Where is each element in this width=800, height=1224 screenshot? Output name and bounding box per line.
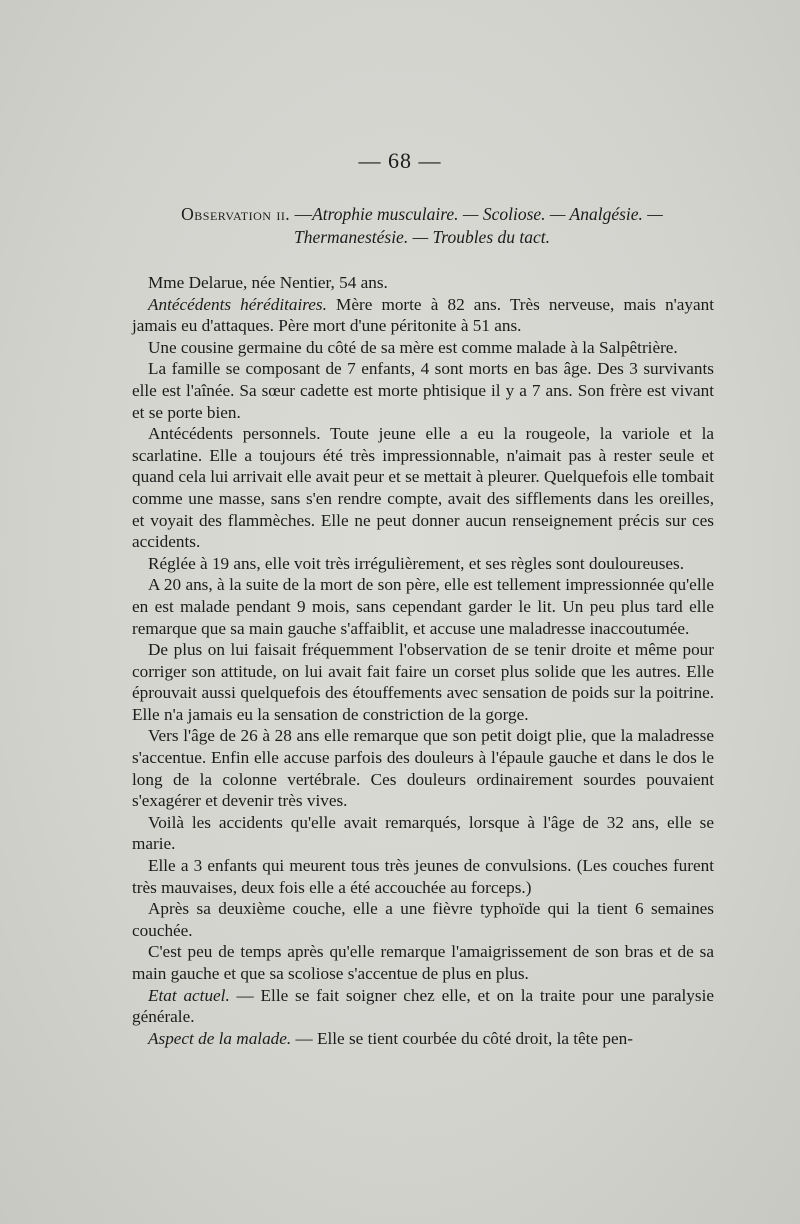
paragraph [132, 898, 714, 941]
body-text [132, 272, 714, 1049]
paragraph-text: Une cousine germaine du côté de sa mère est comme malade à la Salpêtrière. [148, 337, 678, 357]
paragraph-text: C'est peu de temps après qu'elle remarque l'amaigrissement de son bras et de sa main gauche et que sa scoliose s'accentue de plus en plus. [132, 942, 714, 983]
paragraph-text: Antécédents personnels. Toute jeune elle a eu la rougeole, la variole et la scarlatine. Elle a toujours été très impressionnable, n'aimait pas à rester seule et quand cela lui arrivait elle avait peur et se mettait à pleurer. Quelquefois elle tombait comme une masse, sans s'en rendre compte, avait des sifflements dans les oreilles, et voyait des flammèches. Elle ne peut donner aucun renseignement précis sur ces accidents. [132, 424, 714, 552]
paragraph-text: Mère morte à 82 ans. Très nerveuse, mais n'ayant jamais eu d'attaques. Père mort d'une péritonite à 51 ans. [132, 294, 714, 336]
paragraph-text: — Elle se fait soigner chez elle, et on la traite pour une paralysie générale. [132, 985, 714, 1027]
paragraph [132, 985, 714, 1028]
paragraph [132, 941, 714, 984]
observation-label: Observation ii. [181, 204, 291, 224]
paragraph [132, 855, 714, 898]
paragraph-text: — Elle se tient courbée du côté droit, la tête pen- [291, 1028, 633, 1048]
paragraph-text: Elle a 3 enfants qui meurent tous très jeunes de convulsions. (Les couches furent très mauvaises, deux fois elle a été accouchée au forceps.) [132, 856, 714, 897]
paragraph [132, 294, 714, 337]
paragraph [132, 1028, 714, 1050]
paragraph-text: Après sa deuxième couche, elle a une fièvre typhoïde qui la tient 6 semaines couchée. [132, 899, 714, 940]
paragraph [132, 358, 714, 423]
paragraph [132, 639, 714, 725]
paragraph-lead: Etat actuel. [148, 985, 230, 1005]
paragraph-lead: Antécédents héréditaires. [148, 294, 327, 314]
paragraph [132, 812, 714, 855]
paragraph-text: A 20 ans, à la suite de la mort de son père, elle est tellement impressionnée qu'elle en est malade pendant 9 mois, sans cependant garder le lit. Un peu plus tard elle remarque que sa main gauche s'affaiblit, et accuse une maladresse inaccoutumée. [132, 575, 714, 638]
paragraph-text: Réglée à 19 ans, elle voit très irrégulièrement, et ses règles sont douloureuses. [148, 553, 684, 573]
paragraph-text: Vers l'âge de 26 à 28 ans elle remarque que son petit doigt plie, que la maladresse s'accentue. Enfin elle accuse parfois des douleurs à l'épaule gauche et dans le dos le long de la colonne vertébrale. Ces douleurs ordinairement sourdes pouvaient s'exagérer et devenir très vives. [132, 726, 714, 811]
observation-subtitle: Atrophie musculaire. — Scoliose. — Analgésie. — Thermanestésie. — Troubles du tact. [293, 204, 663, 247]
paragraph [132, 423, 714, 553]
observation-dash: — [290, 204, 313, 224]
paragraph-text: Voilà les accidents qu'elle avait remarqués, lorsque à l'âge de 32 ans, elle se marie. [132, 812, 714, 854]
paragraph [132, 337, 714, 359]
paragraph-text: La famille se composant de 7 enfants, 4 sont morts en bas âge. Des 3 survivants elle est l'aînée. Sa sœur cadette est morte phtisique il y a 7 ans. Son frère est vivant et se porte bien. [132, 359, 714, 422]
paragraph [132, 725, 714, 811]
paragraph-text: De plus on lui faisait fréquemment l'observation de se tenir droite et même pour corriger son attitude, on lui avait fait faire un corset plus solide que les autres. Elle éprouvait aussi quelquefois des étouffements avec sensation de poids sur la poitrine. Elle n'a jamais eu la sensation de constriction de la gorge. [132, 640, 714, 724]
paragraph-text: Mme Delarue, née Nentier, 54 ans. [148, 273, 388, 292]
paragraph [132, 574, 714, 639]
paragraph [132, 272, 714, 294]
observation-heading [132, 203, 712, 249]
paragraph [132, 553, 714, 575]
paragraph-lead: Aspect de la malade. [148, 1028, 292, 1048]
page-number: — 68 — [358, 148, 442, 173]
